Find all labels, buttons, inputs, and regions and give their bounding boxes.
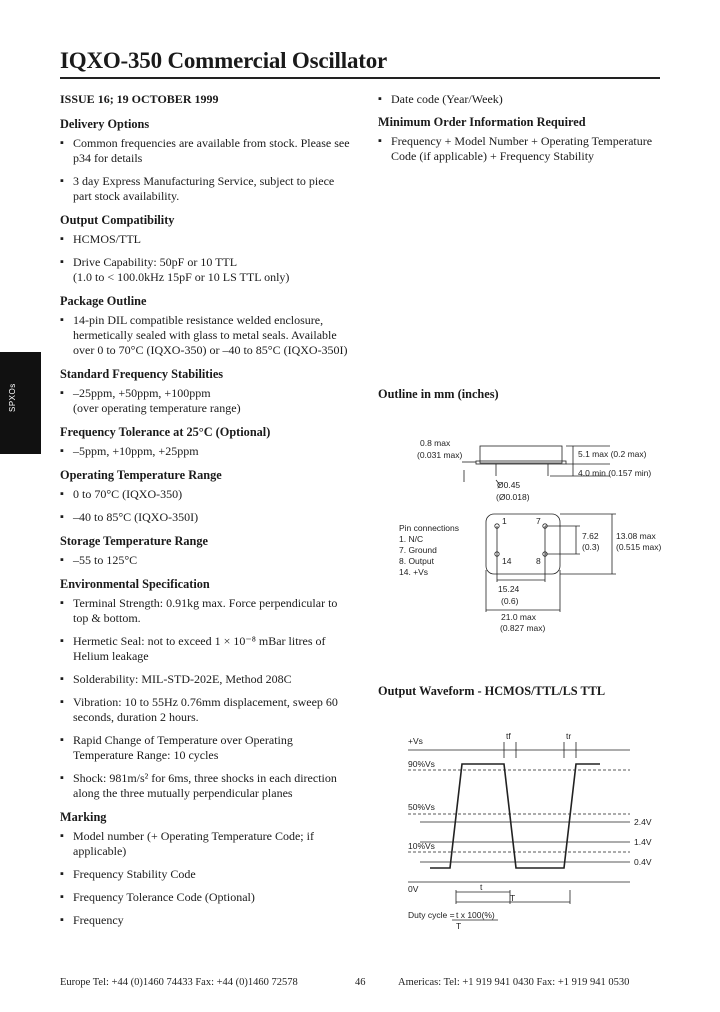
level-label: 50%Vs: [408, 802, 435, 812]
pin-number: 1: [502, 516, 507, 526]
t-label: t: [480, 882, 483, 892]
tf-label: tf: [506, 731, 511, 741]
section-environmental: [60, 577, 350, 801]
package-flange: [476, 461, 566, 464]
list-item: ▪ –55 to 125°C: [60, 553, 350, 568]
tr-label: tr: [566, 731, 572, 741]
pin-label: 1. N/C: [399, 534, 424, 544]
section-heading: Minimum Order Information Required: [378, 115, 586, 129]
dim-label: (0.6): [501, 596, 519, 606]
dim-label: 4.0 min (0.157 min): [578, 468, 652, 478]
section-operating-temperature: [60, 468, 350, 525]
pin-title: Pin connections: [399, 523, 460, 533]
outline-heading: Outline in mm (inches): [378, 387, 499, 401]
pin-label: 14. +Vs: [399, 567, 429, 577]
waveform-trace: [430, 764, 600, 868]
dim-label: (0.3): [582, 542, 600, 552]
list-item: ▪ Hermetic Seal: not to exceed 1 × 10⁻⁸ mBar litres of Helium leakage: [60, 634, 350, 664]
dim-label: Ø0.45: [497, 480, 521, 490]
right-column: [378, 90, 668, 173]
list-item: [60, 255, 350, 285]
pin-number: 14: [502, 556, 512, 566]
waveform-heading: Output Waveform - HCMOS/TTL/LS TTL: [378, 684, 606, 698]
side-tab: [0, 352, 41, 454]
title-rule: [60, 77, 660, 79]
pin-number: 7: [536, 516, 541, 526]
section-frequency-tolerance: [60, 425, 350, 459]
list-item: ▪ HCMOS/TTL: [60, 232, 350, 247]
level-label: +Vs: [408, 736, 423, 746]
outline-diagram: [390, 430, 680, 640]
level-label: 90%Vs: [408, 759, 435, 769]
section-heading: Standard Frequency Stabilities: [60, 367, 224, 381]
list-item: ▪ Frequency + Model Number + Operating Temperature Code (if applicable) + Frequency Stability: [378, 134, 668, 164]
duty-text: Duty cycle =: [408, 910, 455, 920]
list-item: ▪ Frequency Tolerance Code (Optional): [60, 890, 350, 905]
T-label: T: [510, 893, 516, 903]
section-frequency-stabilities: [60, 367, 350, 416]
level-label: 10%Vs: [408, 841, 435, 851]
list-item-text: –25ppm, +50ppm, +100ppm: [73, 386, 211, 400]
dim-label: (0.515 max): [616, 542, 662, 552]
section-storage-temperature: [60, 534, 350, 568]
section-heading: Delivery Options: [60, 117, 150, 131]
section-heading: Frequency Tolerance at 25°C (Optional): [60, 425, 271, 439]
list-item: ▪ –40 to 85°C (IQXO-350I): [60, 510, 350, 525]
dim-label: 7.62: [582, 531, 599, 541]
pin-label: 8. Output: [399, 556, 434, 566]
pin-number: 8: [536, 556, 541, 566]
package-side-body: [480, 446, 562, 463]
footer-americas: Americas: Tel: +1 919 941 0430 Fax: +1 919 941 0530: [398, 977, 630, 988]
dim-label: 15.24: [498, 584, 520, 594]
voltage-label: 2.4V: [634, 817, 652, 827]
section-heading: Package Outline: [60, 294, 147, 308]
section-delivery-options: [60, 117, 350, 204]
pin-label: 7. Ground: [399, 545, 437, 555]
section-minimum-order: [378, 115, 668, 164]
list-item: [60, 386, 350, 416]
section-package-outline: [60, 294, 350, 358]
list-item: ▪ Frequency Stability Code: [60, 867, 350, 882]
list-item: ▪ Terminal Strength: 0.91kg max. Force perpendicular to top & bottom.: [60, 596, 350, 626]
side-tab-label: SPXOs: [8, 383, 17, 412]
waveform-heading-wrap: [378, 684, 605, 703]
duty-denominator: T: [456, 921, 462, 931]
dim-label: (Ø0.018): [496, 492, 530, 502]
duty-numerator: t x 100(%): [456, 910, 495, 920]
list-item-text: Drive Capability: 50pF or 10 TTL: [73, 255, 238, 269]
dim-label: 13.08 max: [616, 531, 656, 541]
dim-label: (0.827 max): [500, 623, 546, 633]
level-label: 0V: [408, 884, 419, 894]
list-item: ▪ Shock: 981m/s² for 6ms, three shocks in each direction along the three mutually perpendicular planes: [60, 771, 350, 801]
voltage-label: 0.4V: [634, 857, 652, 867]
dim-label: 0.8 max: [420, 438, 451, 448]
section-marking: [60, 810, 350, 928]
section-heading: Operating Temperature Range: [60, 468, 222, 482]
list-item: ▪ Common frequencies are available from stock. Please see p34 for details: [60, 136, 350, 166]
list-item: ▪ 14-pin DIL compatible resistance welded enclosure, hermetically sealed with glass to metal seals. Available over 0 to 70°C (IQXO-350) or –40 to 85°C (IQXO-350I): [60, 313, 350, 358]
list-item: ▪ Vibration: 10 to 55Hz 0.76mm displacement, sweep 60 seconds, duration 2 hours.: [60, 695, 350, 725]
footer-europe: Europe Tel: +44 (0)1460 74433 Fax: +44 (0)1460 72578: [60, 977, 298, 988]
list-item-note: (over operating temperature range): [73, 401, 241, 415]
page-title: IQXO-350 Commercial Oscillator: [60, 48, 388, 73]
waveform-diagram: [400, 722, 680, 932]
list-item: ▪ Date code (Year/Week): [378, 92, 668, 107]
list-item: ▪ –5ppm, +10ppm, +25ppm: [60, 444, 350, 459]
left-column: [60, 90, 350, 937]
issue-line: ISSUE 16; 19 OCTOBER 1999: [60, 92, 219, 106]
outline-heading-wrap: [378, 387, 499, 406]
section-heading: Marking: [60, 810, 107, 824]
list-item-note: (1.0 to < 100.0kHz 15pF or 10 LS TTL only): [73, 270, 290, 284]
list-item: ▪ Solderability: MIL-STD-202E, Method 208C: [60, 672, 350, 687]
section-heading: Output Compatibility: [60, 213, 175, 227]
footer-page-number: 46: [355, 977, 366, 988]
list-item: ▪ 3 day Express Manufacturing Service, subject to piece part stock availability.: [60, 174, 350, 204]
dim-label: (0.031 max): [417, 450, 463, 460]
section-output-compatibility: [60, 213, 350, 285]
list-item: ▪ Rapid Change of Temperature over Operating Temperature Range: 10 cycles: [60, 733, 350, 763]
section-heading: Environmental Specification: [60, 577, 210, 591]
list-item: ▪ 0 to 70°C (IQXO-350): [60, 487, 350, 502]
list-item: ▪ Frequency: [60, 913, 350, 928]
section-heading: Storage Temperature Range: [60, 534, 209, 548]
list-item: ▪ Model number (+ Operating Temperature Code; if applicable): [60, 829, 350, 859]
dim-label: 5.1 max (0.2 max): [578, 449, 647, 459]
voltage-label: 1.4V: [634, 837, 652, 847]
dim-label: 21.0 max: [501, 612, 536, 622]
